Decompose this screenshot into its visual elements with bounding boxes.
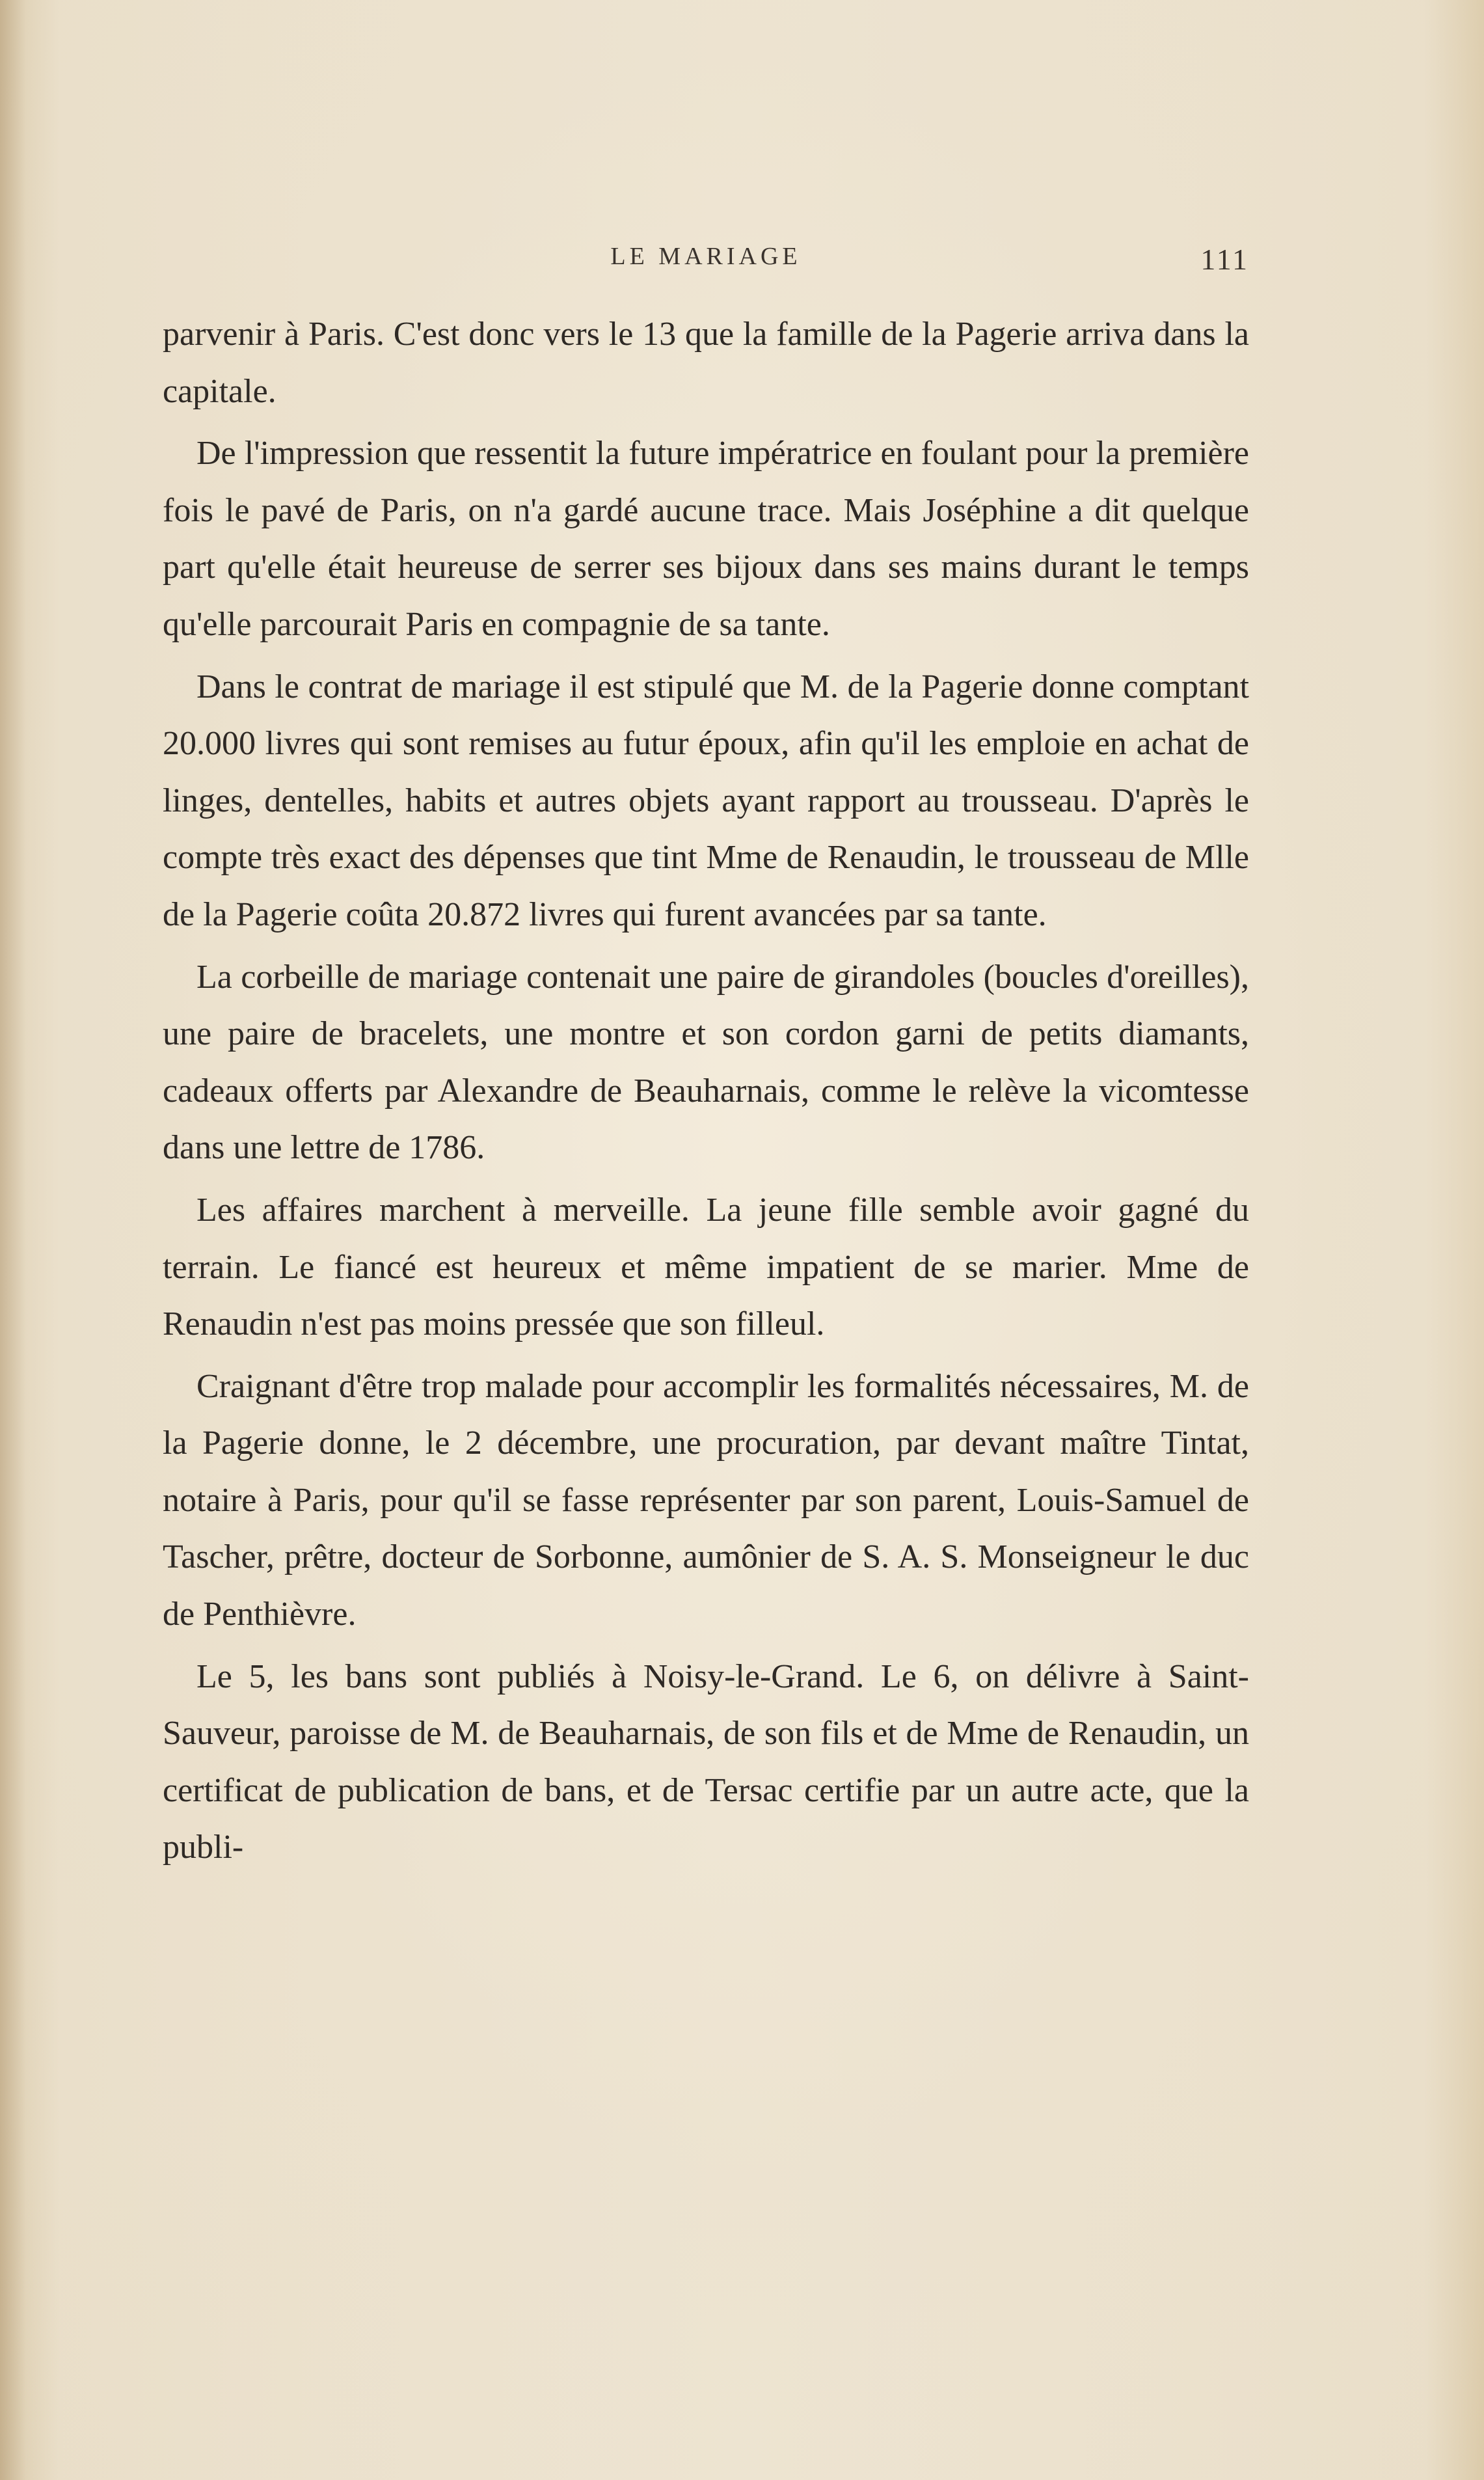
paragraph: Le 5, les bans sont publiés à Noisy-le-Grand. Le 6, on délivre à Saint-Sauveur, paroisse de M. de Beauharnais, de son fils et de Mme de Renaudin, un certificat de publication de bans, et de Tersac certifie par un autre acte, que la publi- [163,1657,1249,1866]
page-number: 111 [1200,243,1249,276]
paragraph: De l'impression que ressentit la future impératrice en foulant pour la première fois le pavé de Paris, on n'a gardé aucune trace. Mais Joséphine a dit quelque part qu'elle était heureuse de serrer ses bijoux dans ses mains durant le temps qu'elle parcourait Paris en compagnie de sa tante. [163,435,1249,643]
paragraph: Craignant d'être trop malade pour accomplir les formalités nécessaires, M. de la Pagerie donne, le 2 décembre, une procuration, par devant maître Tintat, notaire à Paris, pour qu'il se fasse représenter par son parent, Louis-Samuel de Tascher, prêtre, docteur de Sorbonne, aumônier de S. A. S. Monseigneur le duc de Penthièvre. [163,1367,1249,1633]
paragraph: parvenir à Paris. C'est donc vers le 13 que la famille de la Pagerie arriva dans la capitale. [163,316,1249,410]
body-text [163,306,1249,1876]
running-title: LE MARIAGE [610,243,802,270]
paragraph: Les affaires marchent à merveille. La jeune fille semble avoir gagné du terrain. Le fiancé est heureux et même impatient de se marier. Mme de Renaudin n'est pas moins pressée que son filleul. [163,1191,1249,1343]
paragraph: La corbeille de mariage contenait une paire de girandoles (boucles d'oreilles), une paire de bracelets, une montre et son cordon garni de petits diamants, cadeaux offerts par Alexandre de Beauharnais, comme le relève la vicomtesse dans une lettre de 1786. [163,958,1249,1167]
page-header [163,242,1249,288]
paragraph: Dans le contrat de mariage il est stipulé que M. de la Pagerie donne comptant 20.000 livres qui sont remises au futur époux, afin qu'il les emploie en achat de linges, dentelles, habits et autres objets ayant rapport au trousseau. D'après le compte très exact des dépenses que tint Mme de Renaudin, le trousseau de Mlle de la Pagerie coûta 20.872 livres qui furent avancées par sa tante. [163,668,1249,933]
